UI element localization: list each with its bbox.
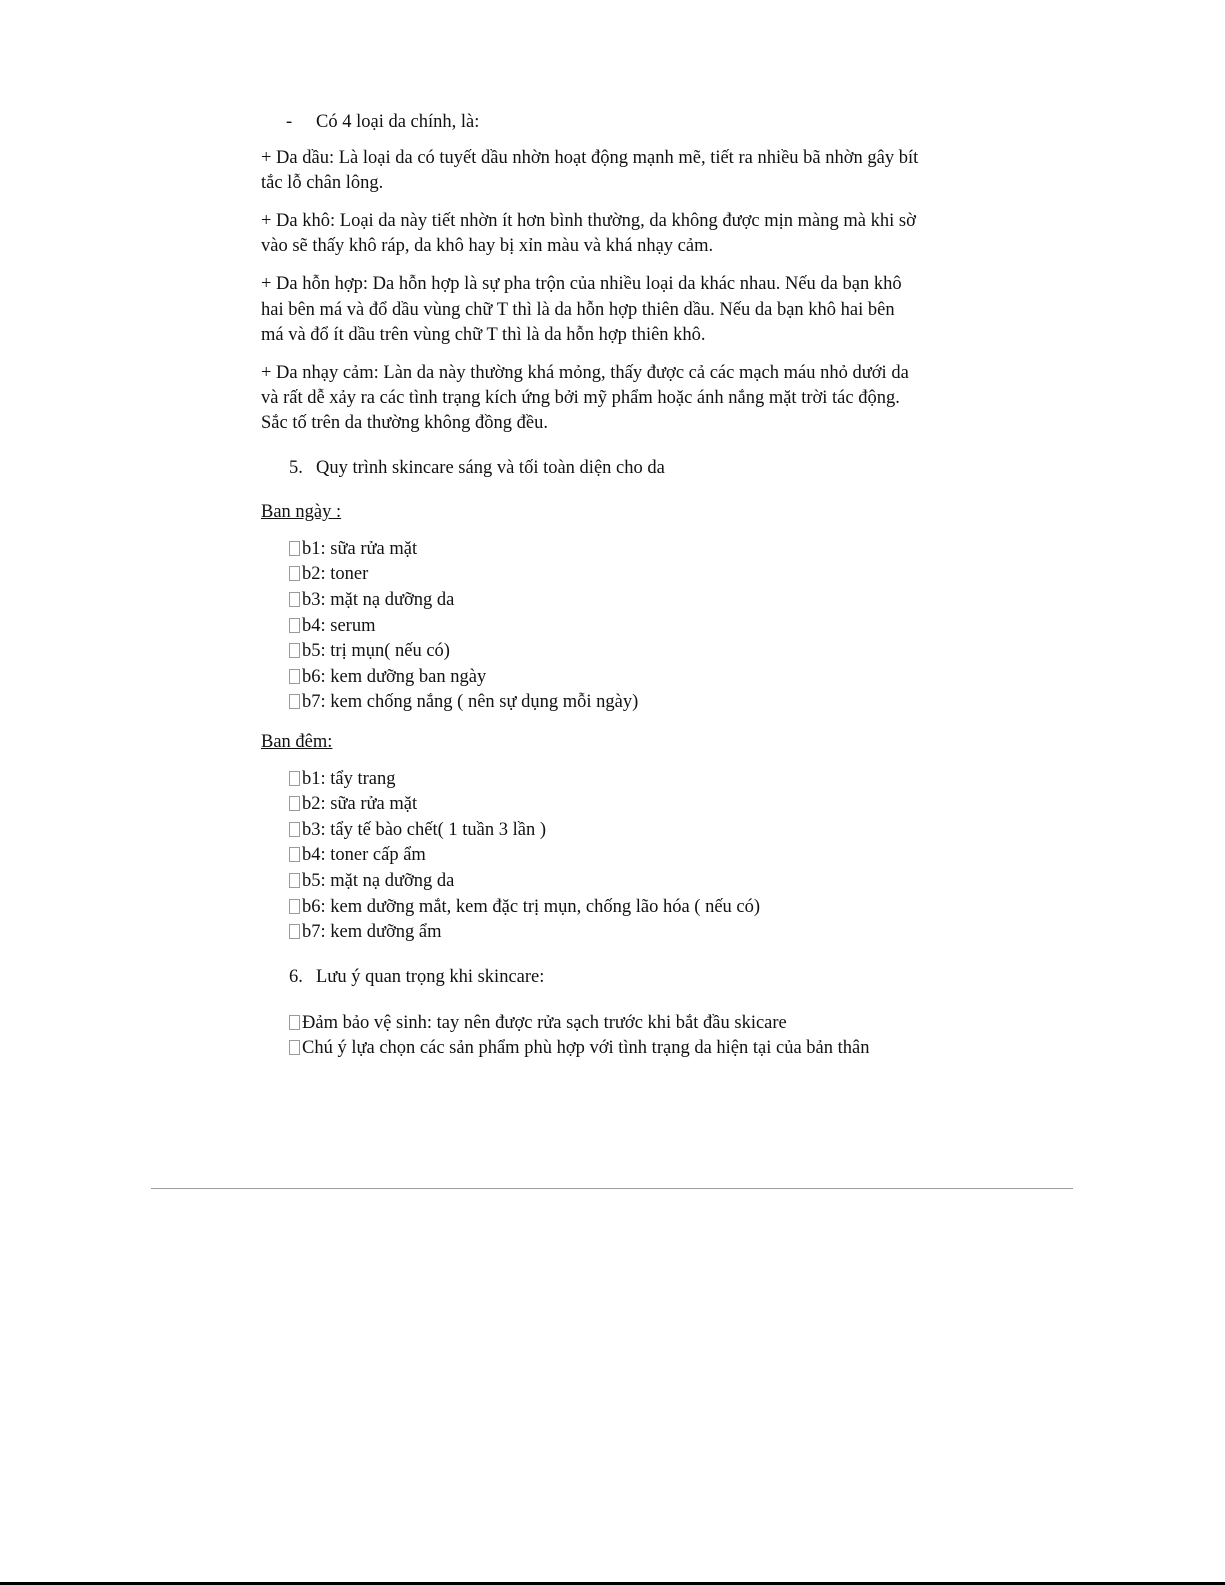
paragraph-line: Sắc tố trên da thường không đồng đều.: [261, 413, 548, 433]
list-dash: -: [286, 112, 293, 132]
checkbox-glyph-icon: [289, 669, 300, 684]
list-item: b5: trị mụn( nếu có): [289, 639, 450, 664]
night-heading: Ban đêm:: [261, 732, 333, 752]
paragraph-line: vào sẽ thấy khô ráp, da khô hay bị xỉn màu và khá nhạy cảm.: [261, 236, 714, 256]
paragraph-line: + Da dầu: Là loại da có tuyết dầu nhờn hoạt động mạnh mẽ, tiết ra nhiều bã nhờn gây bít: [261, 148, 919, 168]
list-item: b6: kem dưỡng mắt, kem đặc trị mụn, chống lão hóa ( nếu có): [289, 895, 760, 920]
checkbox-glyph-icon: [289, 873, 300, 888]
checkbox-glyph-icon: [289, 592, 300, 607]
list-item: b7: kem chống nắng ( nên sự dụng mỗi ngày): [289, 690, 638, 715]
list-item: b6: kem dưỡng ban ngày: [289, 665, 486, 690]
paragraph-line: tắc lỗ chân lông.: [261, 173, 384, 193]
checkbox-glyph-icon: [289, 924, 300, 939]
checkbox-glyph-icon: [289, 566, 300, 581]
intro-text: Có 4 loại da chính, là:: [316, 112, 480, 132]
list-item: b3: tẩy tế bào chết( 1 tuần 3 lần ): [289, 818, 546, 843]
checkbox-glyph-icon: [289, 899, 300, 914]
list-item: Đảm bảo vệ sinh: tay nên được rửa sạch trước khi bắt đầu skicare: [289, 1011, 787, 1036]
day-heading: Ban ngày :: [261, 502, 342, 522]
list-item: b1: tẩy trang: [289, 767, 396, 792]
checkbox-glyph-icon: [289, 541, 300, 556]
list-item: b4: serum: [289, 614, 375, 639]
paragraph-line: hai bên má và đổ dầu vùng chữ T thì là da hỗn hợp thiên dầu. Nếu da bạn khô hai bên: [261, 300, 895, 320]
section-title: Lưu ý quan trọng khi skincare:: [316, 967, 545, 987]
list-item: b1: sữa rửa mặt: [289, 537, 417, 562]
section-title: Quy trình skincare sáng và tối toàn diện cho da: [316, 458, 665, 478]
paragraph-line: má và đổ ít dầu trên vùng chữ T thì là da hỗn hợp thiên khô.: [261, 325, 706, 345]
checkbox-glyph-icon: [289, 643, 300, 658]
list-item: b3: mặt nạ dưỡng da: [289, 588, 454, 613]
paragraph-line: và rất dễ xảy ra các tình trạng kích ứng bởi mỹ phẩm hoặc ánh nắng mặt trời tác động.: [261, 388, 900, 408]
checkbox-glyph-icon: [289, 1040, 300, 1055]
checkbox-glyph-icon: [289, 822, 300, 837]
checkbox-glyph-icon: [289, 694, 300, 709]
checkbox-glyph-icon: [289, 847, 300, 862]
checkbox-glyph-icon: [289, 771, 300, 786]
checkbox-glyph-icon: [289, 1015, 300, 1030]
checkbox-glyph-icon: [289, 796, 300, 811]
paragraph-line: + Da hỗn hợp: Da hỗn hợp là sự pha trộn của nhiều loại da khác nhau. Nếu da bạn khô: [261, 274, 902, 294]
list-item: b2: toner: [289, 562, 368, 587]
section-number: 5.: [289, 458, 303, 478]
page-divider: [151, 1188, 1073, 1189]
paragraph-line: + Da khô: Loại da này tiết nhờn ít hơn bình thường, da không được mịn màng mà khi sờ: [261, 211, 916, 231]
list-item: b7: kem dưỡng ẩm: [289, 920, 442, 945]
list-item: b5: mặt nạ dưỡng da: [289, 869, 454, 894]
list-item: Chú ý lựa chọn các sản phẩm phù hợp với tình trạng da hiện tại của bản thân: [289, 1036, 869, 1061]
list-item: b2: sữa rửa mặt: [289, 792, 417, 817]
checkbox-glyph-icon: [289, 618, 300, 633]
section-number: 6.: [289, 967, 303, 987]
list-item: b4: toner cấp ẩm: [289, 843, 426, 868]
paragraph-line: + Da nhạy cảm: Làn da này thường khá mỏng, thấy được cả các mạch máu nhỏ dưới da: [261, 363, 909, 383]
